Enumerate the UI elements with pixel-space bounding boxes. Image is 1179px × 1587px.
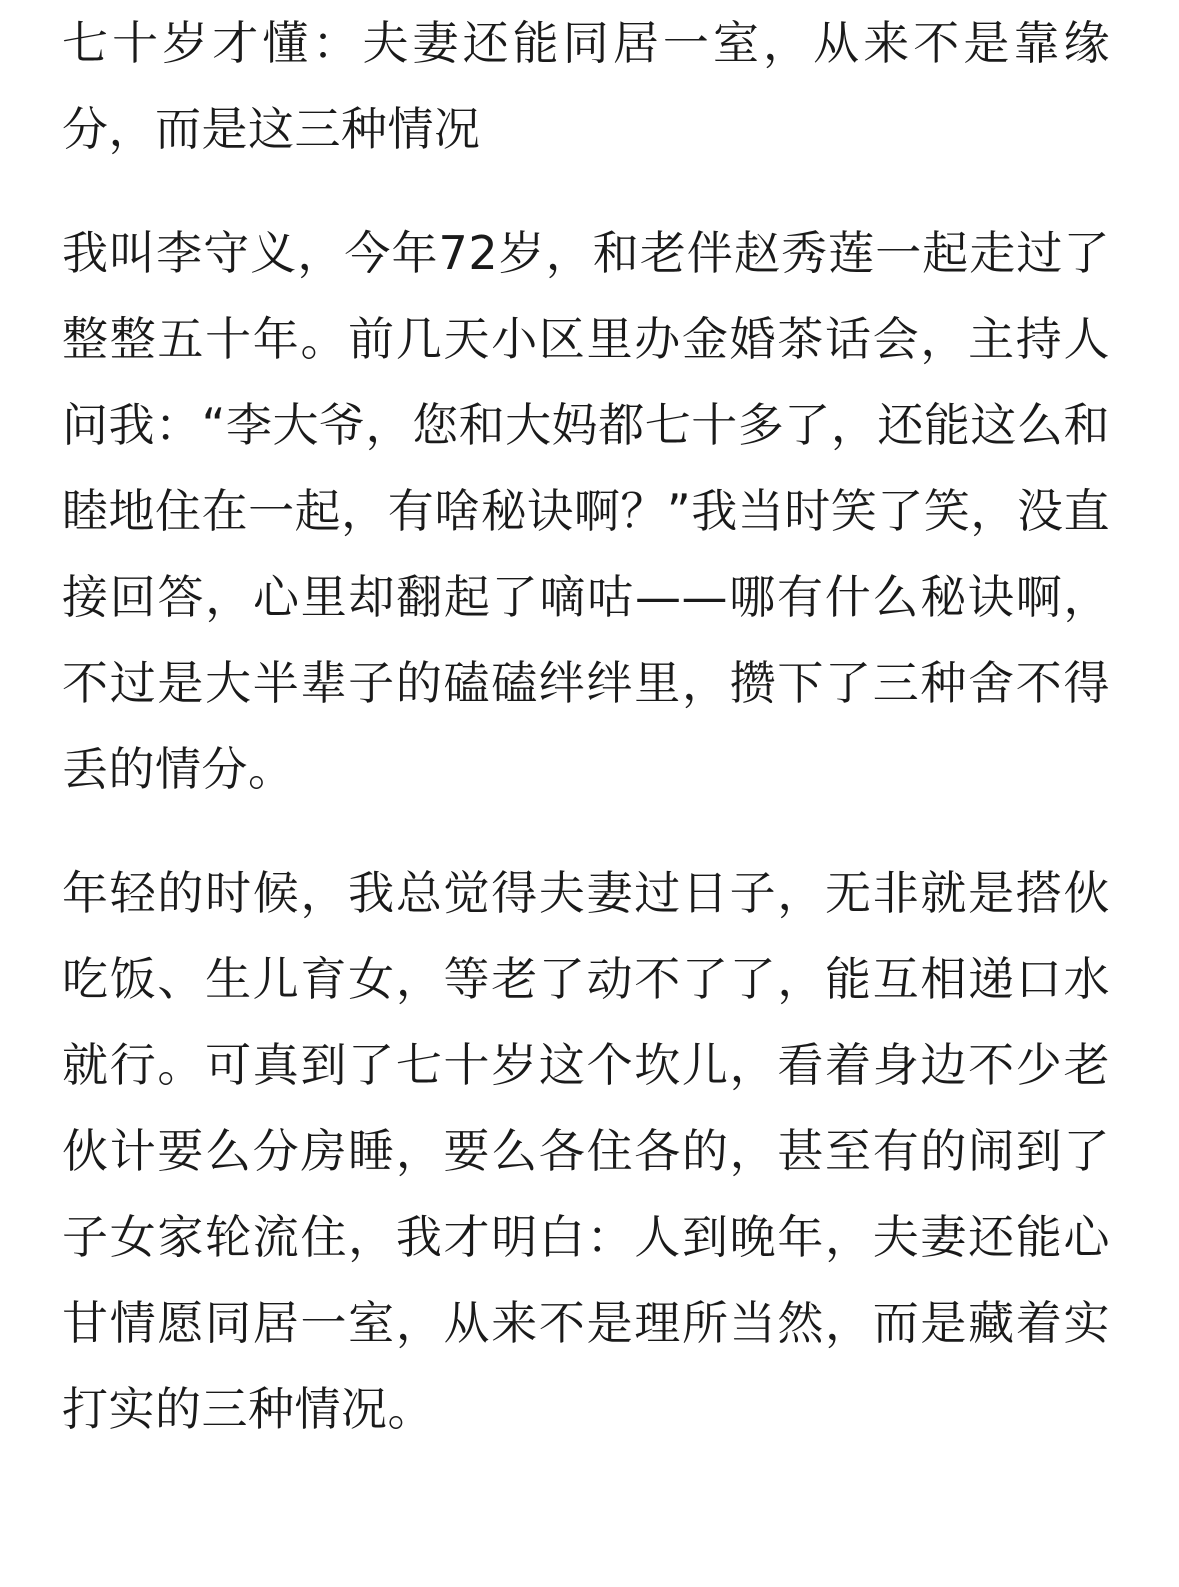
article-paragraph-1: 我叫李守义，今年72岁，和老伴赵秀莲一起走过了整整五十年。前几天小区里办金婚茶话会，主持人问我：“李大爷，您和大妈都七十多了，还能这么和睦地住在一起，有啥秘诀啊？”我当时笑了笑，没直接回答，心里却翻起了嘀咕——哪有什么秘诀啊，不过是大半辈子的磕磕绊绊里，攒下了三种舍不得丢的情分。 (62, 226, 1110, 796)
article-body (62, 0, 1110, 1452)
article-title: 七十岁才懂：夫妻还能同居一室，从来不是靠缘分，而是这三种情况 (62, 16, 1110, 156)
article-paragraph-2: 年轻的时候，我总觉得夫妻过日子，无非就是搭伙吃饭、生儿育女，等老了动不了了，能互相递口水就行。可真到了七十岁这个坎儿，看着身边不少老伙计要么分房睡，要么各住各的，甚至有的闹到了子女家轮流住，我才明白：人到晚年，夫妻还能心甘情愿同居一室，从来不是理所当然，而是藏着实打实的三种情况。 (62, 866, 1110, 1436)
